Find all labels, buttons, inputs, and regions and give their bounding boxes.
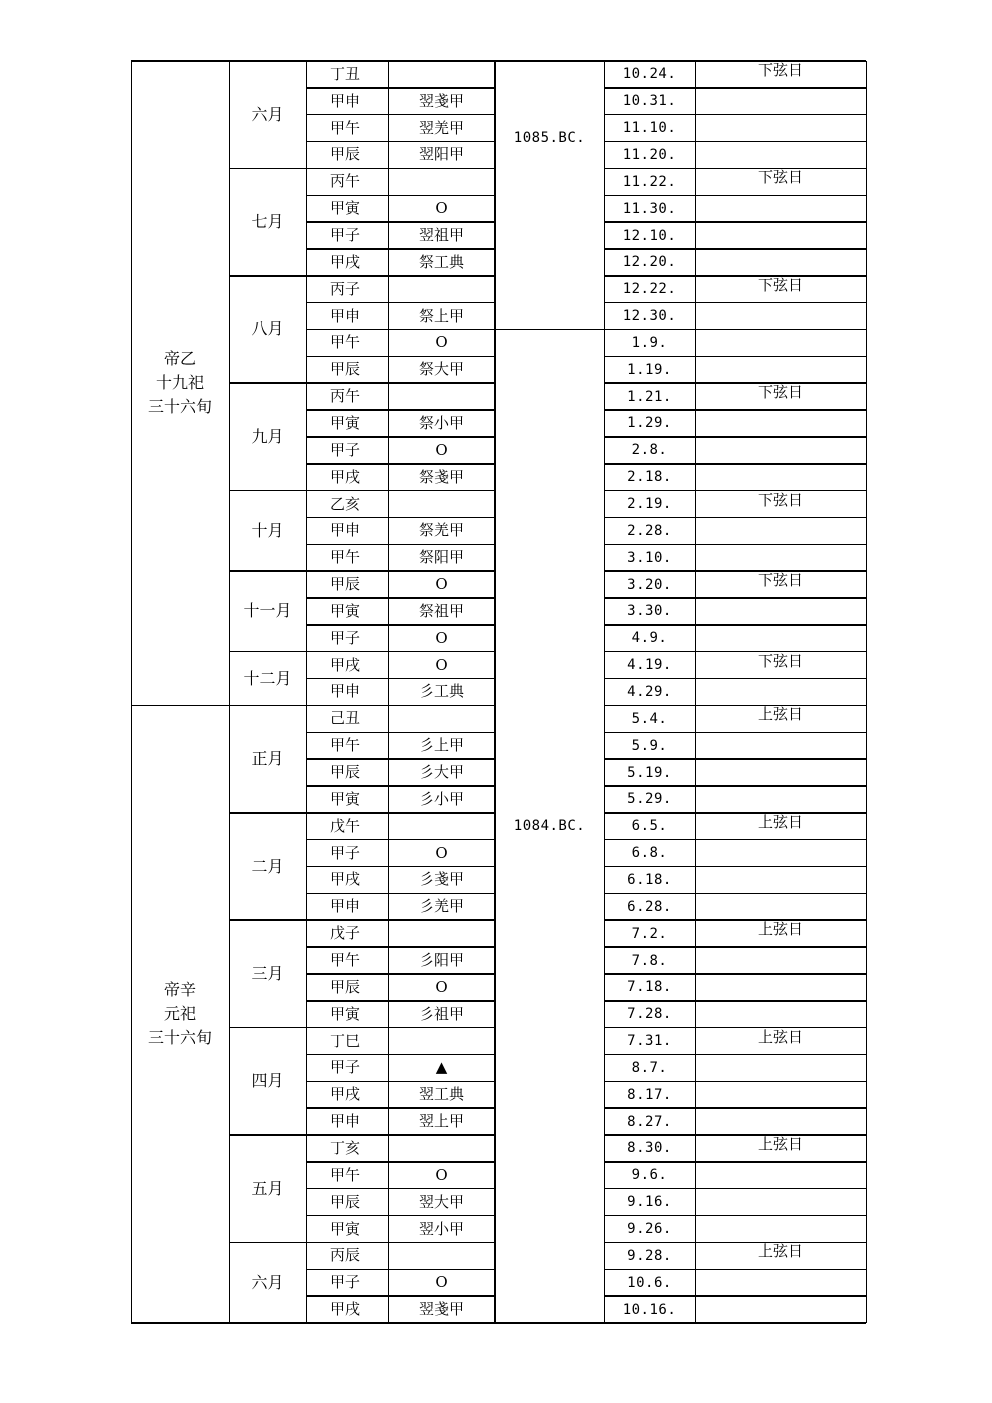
rite-cell: O (435, 655, 448, 674)
date-cell: 2.18. (627, 469, 672, 486)
ganzhi-cell: 丁亥 (330, 1138, 361, 1157)
reign-line: 元祀 (163, 1004, 196, 1024)
date-cell: 8.30. (627, 1140, 672, 1157)
month-label: 六月 (251, 104, 284, 124)
ganzhi-cell: 甲寅 (330, 789, 361, 808)
date-cell: 4.19. (627, 657, 672, 674)
date-cell: 2.19. (627, 496, 672, 513)
date-cell: 1.21. (627, 388, 672, 405)
date-cell: 7.28. (627, 1006, 672, 1023)
rite-cell: 翌羌甲 (418, 118, 464, 137)
date-cell: 12.30. (622, 308, 677, 325)
rite-cell: O (435, 977, 448, 996)
date-cell: 3.30. (627, 603, 672, 620)
date-cell: 2.8. (631, 442, 668, 459)
rite-cell: O (435, 628, 448, 647)
date-cell: 5.29. (627, 791, 672, 808)
ganzhi-cell: 甲申 (330, 91, 361, 110)
month-label: 八月 (251, 319, 284, 339)
ganzhi-cell: 丙辰 (330, 1246, 361, 1265)
date-cell: 4.29. (627, 683, 672, 700)
rite-cell: 彡大甲 (418, 763, 464, 782)
phase-note: 下弦日 (757, 168, 803, 187)
rite-cell: O (435, 1273, 448, 1292)
date-cell: 8.17. (627, 1086, 672, 1103)
rite-cell: 祭大甲 (418, 360, 464, 379)
date-cell: 2.28. (627, 522, 672, 539)
date-cell: 10.31. (622, 93, 677, 110)
ganzhi-cell: 甲子 (330, 226, 361, 245)
ganzhi-cell: 甲戌 (330, 252, 361, 271)
phase-note: 下弦日 (757, 61, 803, 79)
ganzhi-cell: 甲申 (330, 682, 361, 701)
date-cell: 7.8. (631, 952, 668, 969)
ganzhi-cell: 甲子 (330, 1058, 361, 1077)
date-cell: 10.6. (627, 1274, 672, 1291)
ganzhi-cell: 丁巳 (330, 1031, 361, 1050)
rite-cell: 祭上甲 (418, 306, 464, 325)
rite-cell: 彡戔甲 (418, 870, 464, 889)
ganzhi-cell: 甲辰 (330, 145, 361, 164)
ganzhi-cell: 甲寅 (330, 1219, 361, 1238)
ganzhi-cell: 甲午 (330, 736, 361, 755)
date-cell: 8.27. (627, 1113, 672, 1130)
reign-line: 帝辛 (163, 980, 196, 1000)
date-cell: 11.10. (622, 120, 677, 137)
ganzhi-cell: 甲午 (330, 548, 361, 567)
ganzhi-cell: 甲申 (330, 306, 361, 325)
date-cell: 1.29. (627, 415, 672, 432)
date-cell: 12.22. (622, 281, 677, 298)
rite-cell: 彡羌甲 (418, 897, 464, 916)
phase-note: 上弦日 (757, 1027, 803, 1046)
month-label: 正月 (251, 749, 284, 769)
month-label: 七月 (251, 212, 284, 232)
ganzhi-cell: 甲寅 (330, 601, 361, 620)
rite-cell: 翌戔甲 (418, 91, 464, 110)
date-cell: 11.22. (622, 173, 677, 190)
ganzhi-cell: 甲戌 (330, 655, 361, 674)
rite-cell: 翌小甲 (418, 1219, 464, 1238)
ganzhi-cell: 甲戌 (330, 467, 361, 486)
month-label: 三月 (251, 963, 284, 983)
date-cell: 7.2. (631, 925, 668, 942)
date-cell: 6.28. (627, 898, 672, 915)
ganzhi-cell: 甲申 (330, 1112, 361, 1131)
date-cell: 12.10. (622, 227, 677, 244)
date-cell: 9.26. (627, 1221, 672, 1238)
date-cell: 7.31. (627, 1033, 672, 1050)
ganzhi-cell: 丁丑 (330, 64, 361, 83)
year-label: 1085.BC. (513, 130, 586, 147)
rite-cell: 彡阳甲 (418, 951, 464, 969)
ganzhi-cell: 甲寅 (330, 1004, 361, 1023)
date-cell: 5.9. (631, 737, 668, 754)
rite-cell: ▲ (435, 1058, 448, 1077)
phase-note: 下弦日 (757, 490, 803, 509)
ganzhi-cell: 己丑 (330, 709, 361, 728)
rite-cell: 翌戔甲 (418, 1300, 464, 1319)
rite-cell: 翌上甲 (418, 1112, 464, 1131)
rite-cell: 翌阳甲 (418, 145, 464, 164)
rite-cell: 祭祖甲 (418, 601, 464, 620)
ganzhi-cell: 甲子 (330, 440, 361, 459)
date-cell: 11.20. (622, 146, 677, 163)
ganzhi-cell: 甲午 (330, 333, 361, 352)
ganzhi-cell: 甲寅 (330, 413, 361, 432)
ganzhi-cell: 甲子 (330, 1273, 361, 1292)
ganzhi-cell: 甲午 (330, 118, 361, 137)
rite-cell: 翌工典 (418, 1085, 464, 1104)
date-cell: 9.16. (627, 1194, 672, 1211)
ganzhi-cell: 戊午 (330, 816, 361, 835)
ganzhi-cell: 甲午 (330, 1165, 361, 1184)
date-cell: 11.30. (622, 200, 677, 217)
date-cell: 10.24. (622, 66, 677, 83)
ganzhi-cell: 甲戌 (330, 1300, 361, 1319)
year-label: 1084.BC. (513, 818, 586, 835)
date-cell: 3.20. (627, 576, 672, 593)
rite-cell: 翌祖甲 (418, 226, 464, 245)
phase-note: 下弦日 (757, 571, 803, 590)
phase-note: 上弦日 (757, 705, 803, 724)
rite-cell: 翌大甲 (418, 1192, 464, 1211)
ganzhi-cell: 甲辰 (330, 575, 361, 594)
date-cell: 9.6. (631, 1167, 668, 1184)
date-cell: 8.7. (631, 1059, 668, 1076)
date-cell: 6.8. (631, 845, 668, 862)
rite-cell: 彡祖甲 (418, 1004, 464, 1023)
month-label: 九月 (251, 426, 284, 446)
date-cell: 7.18. (627, 979, 672, 996)
date-cell: 6.18. (627, 871, 672, 888)
ganzhi-cell: 甲申 (330, 897, 361, 916)
rite-cell: 祭羌甲 (418, 521, 464, 540)
phase-note: 下弦日 (757, 651, 803, 670)
rite-cell: 彡工典 (418, 682, 464, 701)
month-label: 十月 (251, 520, 284, 540)
reign-line: 三十六旬 (147, 397, 212, 417)
ganzhi-cell: 甲辰 (330, 977, 361, 996)
ganzhi-cell: 甲辰 (330, 763, 361, 782)
date-cell: 4.9. (631, 630, 668, 647)
rite-cell: O (435, 575, 448, 594)
rite-cell: O (435, 843, 448, 862)
rite-cell: 祭戔甲 (418, 467, 464, 486)
month-label: 五月 (251, 1178, 284, 1198)
rite-cell: 彡上甲 (418, 736, 464, 755)
date-cell: 10.16. (622, 1301, 677, 1318)
month-label: 六月 (251, 1272, 284, 1292)
ganzhi-cell: 甲午 (330, 951, 361, 969)
date-cell: 9.28. (627, 1247, 672, 1264)
phase-note: 上弦日 (757, 1242, 803, 1261)
month-label: 四月 (251, 1071, 284, 1091)
date-cell: 12.20. (622, 254, 677, 271)
rite-cell: 祭阳甲 (418, 548, 464, 567)
phase-note: 下弦日 (757, 275, 803, 294)
ganzhi-cell: 甲寅 (330, 199, 361, 218)
ganzhi-cell: 甲申 (330, 521, 361, 540)
reign-line: 十九祀 (155, 373, 204, 393)
date-cell: 1.19. (627, 361, 672, 378)
date-cell: 5.4. (631, 710, 668, 727)
ganzhi-cell: 乙亥 (330, 494, 361, 513)
ganzhi-cell: 甲戌 (330, 1085, 361, 1104)
rite-cell: O (435, 199, 448, 218)
date-cell: 3.10. (627, 549, 672, 566)
reign-line: 帝乙 (163, 349, 196, 369)
rite-cell: 祭小甲 (418, 413, 464, 432)
rite-cell: O (435, 440, 448, 459)
reign-line: 三十六旬 (147, 1028, 212, 1048)
reign-label (131, 705, 229, 1323)
date-cell: 1.9. (631, 334, 668, 351)
date-cell: 5.19. (627, 764, 672, 781)
phase-note: 下弦日 (757, 383, 803, 402)
rite-cell: 彡小甲 (418, 789, 464, 808)
ganzhi-cell: 甲子 (330, 843, 361, 862)
ganzhi-cell: 丙午 (330, 172, 361, 191)
month-label: 二月 (251, 856, 284, 876)
ganzhi-cell: 甲戌 (330, 870, 361, 889)
rite-cell: O (435, 1165, 448, 1184)
rite-cell: O (435, 333, 448, 352)
month-label: 十一月 (243, 601, 292, 621)
ganzhi-cell: 甲辰 (330, 1192, 361, 1211)
ganzhi-cell: 甲辰 (330, 360, 361, 379)
phase-note: 上弦日 (757, 1135, 803, 1154)
ganzhi-cell: 甲子 (330, 628, 361, 647)
phase-note: 上弦日 (757, 812, 803, 831)
month-label: 十二月 (243, 668, 292, 688)
reign-label (131, 61, 229, 705)
ganzhi-cell: 丙子 (330, 279, 361, 298)
rite-cell: 祭工典 (418, 252, 464, 271)
phase-note: 上弦日 (757, 920, 803, 939)
ganzhi-cell: 戊子 (330, 924, 361, 943)
date-cell: 6.5. (631, 818, 668, 835)
ganzhi-cell: 丙午 (330, 387, 361, 406)
